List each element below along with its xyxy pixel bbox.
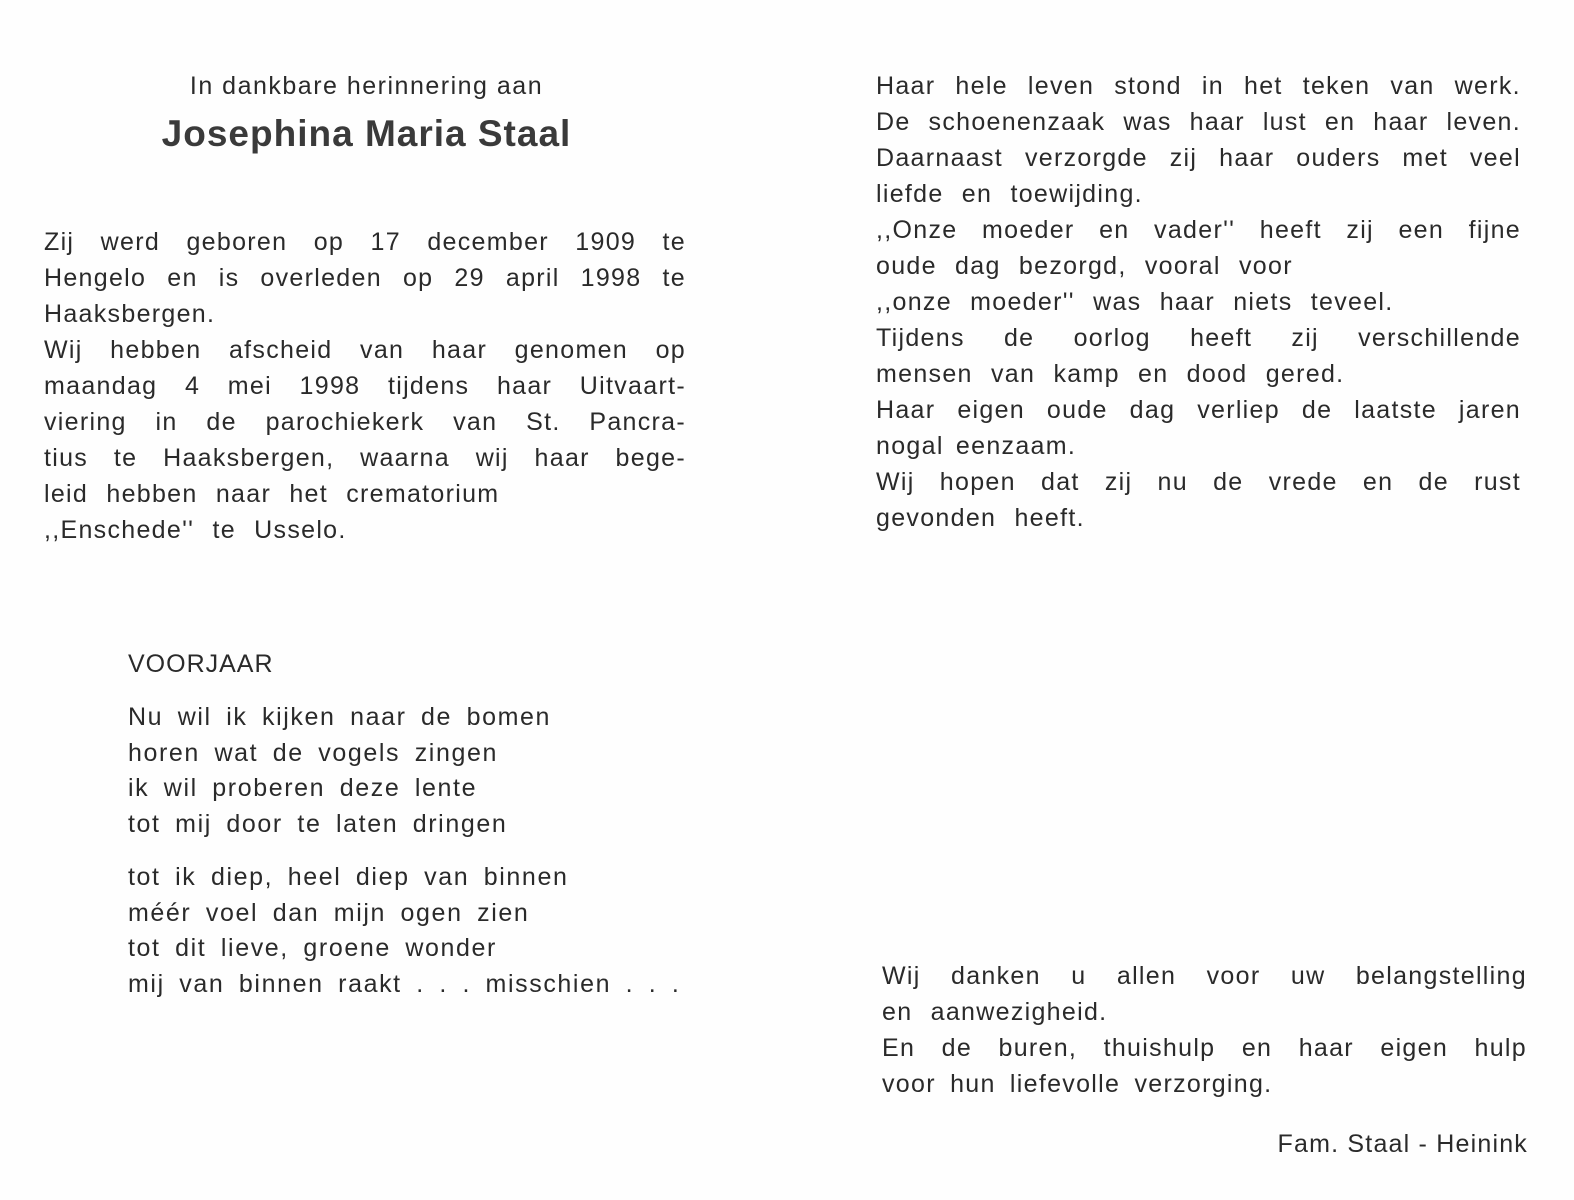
word: St. <box>526 408 561 436</box>
word: vrede <box>1268 468 1338 496</box>
word: heeft <box>1259 216 1322 244</box>
life-line: mensen van kamp en dood gered. <box>876 360 1345 388</box>
word: te <box>662 264 686 292</box>
word: geboren <box>186 228 288 256</box>
word: 4 <box>184 372 201 400</box>
word: afscheid <box>228 336 333 364</box>
word: haar <box>1189 108 1245 136</box>
word: in <box>155 408 178 436</box>
word: was <box>1123 108 1172 136</box>
word: nu <box>1157 468 1188 496</box>
word: Hengelo <box>44 264 147 292</box>
life-line <box>876 212 1521 248</box>
word: ouders <box>1296 144 1381 172</box>
word: Zij <box>44 228 75 256</box>
word: Haar <box>876 72 936 100</box>
word: op <box>402 264 434 292</box>
word: en <box>1099 216 1130 244</box>
word: haar <box>534 444 590 472</box>
word: 1998 <box>580 264 642 292</box>
word: 17 <box>370 228 401 256</box>
word: leven. <box>1446 108 1521 136</box>
word: fijne <box>1468 216 1521 244</box>
word: haar <box>1298 1034 1354 1062</box>
word: in <box>1201 72 1224 100</box>
word: en <box>1241 1034 1273 1062</box>
word: bege- <box>615 444 686 472</box>
word: hulp <box>1474 1034 1527 1062</box>
word: mei <box>227 372 272 400</box>
word: hopen <box>939 468 1016 496</box>
word: haar <box>1219 144 1275 172</box>
word: rust <box>1474 468 1521 496</box>
word: moeder <box>981 216 1075 244</box>
life-line: ,,onze moeder'' was haar niets teveel. <box>876 288 1394 316</box>
word: Daarnaast <box>876 144 1004 172</box>
word: van <box>1390 72 1435 100</box>
word: hele <box>955 72 1008 100</box>
thanks-line: en aanwezigheid. <box>882 998 1108 1026</box>
deceased-name: Josephina Maria Staal <box>161 113 572 154</box>
word: heeft <box>1190 324 1253 352</box>
life-line: gevonden heeft. <box>876 504 1085 532</box>
poem-line: mij van binnen raakt . . . misschien . . . <box>128 969 681 998</box>
bio-line <box>44 224 686 260</box>
word: haar <box>1373 108 1429 136</box>
family-signature: Fam. Staal - Heinink <box>1277 1130 1528 1158</box>
word: buren, <box>998 1034 1078 1062</box>
word: De <box>876 108 911 136</box>
word: en <box>167 264 198 292</box>
poem-block <box>128 646 698 1020</box>
word: danken <box>951 962 1041 990</box>
word: uw <box>1290 962 1326 990</box>
word: schoenenzaak <box>928 108 1106 136</box>
bio-line <box>44 332 686 368</box>
word: genomen <box>514 336 628 364</box>
bio-line <box>44 404 686 440</box>
word: Haar <box>876 396 936 424</box>
poem-line: tot mij door te laten dringen <box>128 809 508 838</box>
word: stond <box>1114 72 1182 100</box>
word: op <box>313 228 345 256</box>
word: verzorgde <box>1024 144 1148 172</box>
thanks-paragraph <box>882 958 1527 1102</box>
word: de <box>1213 468 1244 496</box>
word: maandag <box>44 372 158 400</box>
word: wij <box>475 444 509 472</box>
bio-line <box>44 440 686 476</box>
word: van <box>453 408 498 436</box>
word: en <box>1362 468 1394 496</box>
word: voor <box>1206 962 1261 990</box>
word: dag <box>1129 396 1176 424</box>
word: laatste <box>1354 396 1437 424</box>
word: hebben <box>110 336 202 364</box>
bio-line <box>44 368 686 404</box>
poem-line: tot ik diep, heel diep van binnen <box>128 863 569 891</box>
word: zij <box>1291 324 1319 352</box>
word: vader'' <box>1154 216 1236 244</box>
word: de <box>206 408 237 436</box>
word: de <box>1003 324 1035 352</box>
word: haar <box>496 372 553 400</box>
word: haar <box>431 336 488 364</box>
word: parochiekerk <box>265 408 425 436</box>
word: december <box>427 228 549 256</box>
word: 1909 <box>575 228 637 256</box>
word: u <box>1071 962 1087 990</box>
poem-line: horen wat de vogels zingen <box>128 738 498 767</box>
word: Wij <box>876 468 915 496</box>
bio-line: ,,Enschede'' te Usselo. <box>44 516 347 544</box>
word: de <box>1418 468 1449 496</box>
word: van <box>360 336 405 364</box>
life-line <box>876 320 1521 356</box>
word: werd <box>100 228 161 256</box>
word: eigen <box>957 396 1025 424</box>
life-line: nogal eenzaam. <box>876 432 1077 460</box>
life-line: liefde en toewijding. <box>876 180 1143 208</box>
word: belangstelling <box>1355 962 1527 990</box>
word: jaren <box>1458 396 1521 424</box>
word: eigen <box>1380 1034 1449 1062</box>
bio-paragraph <box>44 224 686 548</box>
word: viering <box>44 408 127 436</box>
word: het <box>1244 72 1283 100</box>
word: 29 <box>454 264 485 292</box>
word: zij <box>1104 468 1133 496</box>
poem-line: tot dit lieve, groene wonder <box>128 934 497 962</box>
word: Wij <box>882 962 921 990</box>
word: oude <box>1046 396 1108 424</box>
word: ,,Onze <box>876 216 958 244</box>
word: Haaksbergen, <box>163 444 335 472</box>
word: dat <box>1040 468 1080 496</box>
word: zij <box>1346 216 1374 244</box>
word: Uitvaart- <box>579 372 686 400</box>
word: en <box>1324 108 1356 136</box>
life-line <box>876 464 1521 500</box>
word: zij <box>1169 144 1198 172</box>
poem-line: méér voel dan mijn ogen zien <box>128 898 530 927</box>
bio-line: leid hebben naar het crematorium <box>44 480 500 508</box>
thanks-line <box>882 958 1527 994</box>
life-line <box>876 392 1521 428</box>
word: oorlog <box>1073 324 1151 352</box>
word: de <box>941 1034 973 1062</box>
poem-stanza-2 <box>128 860 698 1002</box>
intro-line: In dankbare herinnering aan <box>189 72 544 100</box>
word: 1998 <box>299 372 361 400</box>
word: waarna <box>360 444 450 472</box>
life-line <box>876 68 1521 104</box>
thanks-line: voor hun liefevolle verzorging. <box>882 1070 1273 1098</box>
word: de <box>1301 396 1333 424</box>
poem-line: Nu wil ik kijken naar de bomen <box>128 703 552 731</box>
word: allen <box>1116 962 1177 990</box>
life-paragraph <box>876 68 1521 536</box>
word: is <box>218 264 240 292</box>
word: thuishulp <box>1103 1034 1216 1062</box>
word: Pancra- <box>589 408 686 436</box>
word: En <box>882 1034 916 1062</box>
poem-line: ik wil proberen deze lente <box>128 774 478 802</box>
word: te <box>113 444 138 472</box>
word: leven <box>1027 72 1095 100</box>
word: tijdens <box>387 372 470 400</box>
poem-stanza-1 <box>128 700 698 842</box>
bio-line: Haaksbergen. <box>44 300 216 328</box>
word: Tijdens <box>876 324 965 352</box>
word: te <box>662 228 686 256</box>
bio-line <box>44 260 686 296</box>
life-line <box>876 104 1521 140</box>
word: een <box>1398 216 1445 244</box>
poem-title: VOORJAAR <box>128 650 274 678</box>
word: tius <box>44 444 89 472</box>
thanks-line <box>882 1030 1527 1066</box>
word: Wij <box>44 336 83 364</box>
word: verschillende <box>1358 324 1521 352</box>
word: werk. <box>1454 72 1521 100</box>
life-line: oude dag bezorgd, vooral voor <box>876 252 1293 280</box>
word: met <box>1402 144 1448 172</box>
word: april <box>505 264 560 292</box>
header-block <box>44 68 689 158</box>
word: op <box>655 336 686 364</box>
word: overleden <box>260 264 382 292</box>
life-line <box>876 140 1521 176</box>
word: verliep <box>1197 396 1280 424</box>
word: veel <box>1469 144 1521 172</box>
word: lust <box>1262 108 1307 136</box>
word: teken <box>1302 72 1371 100</box>
